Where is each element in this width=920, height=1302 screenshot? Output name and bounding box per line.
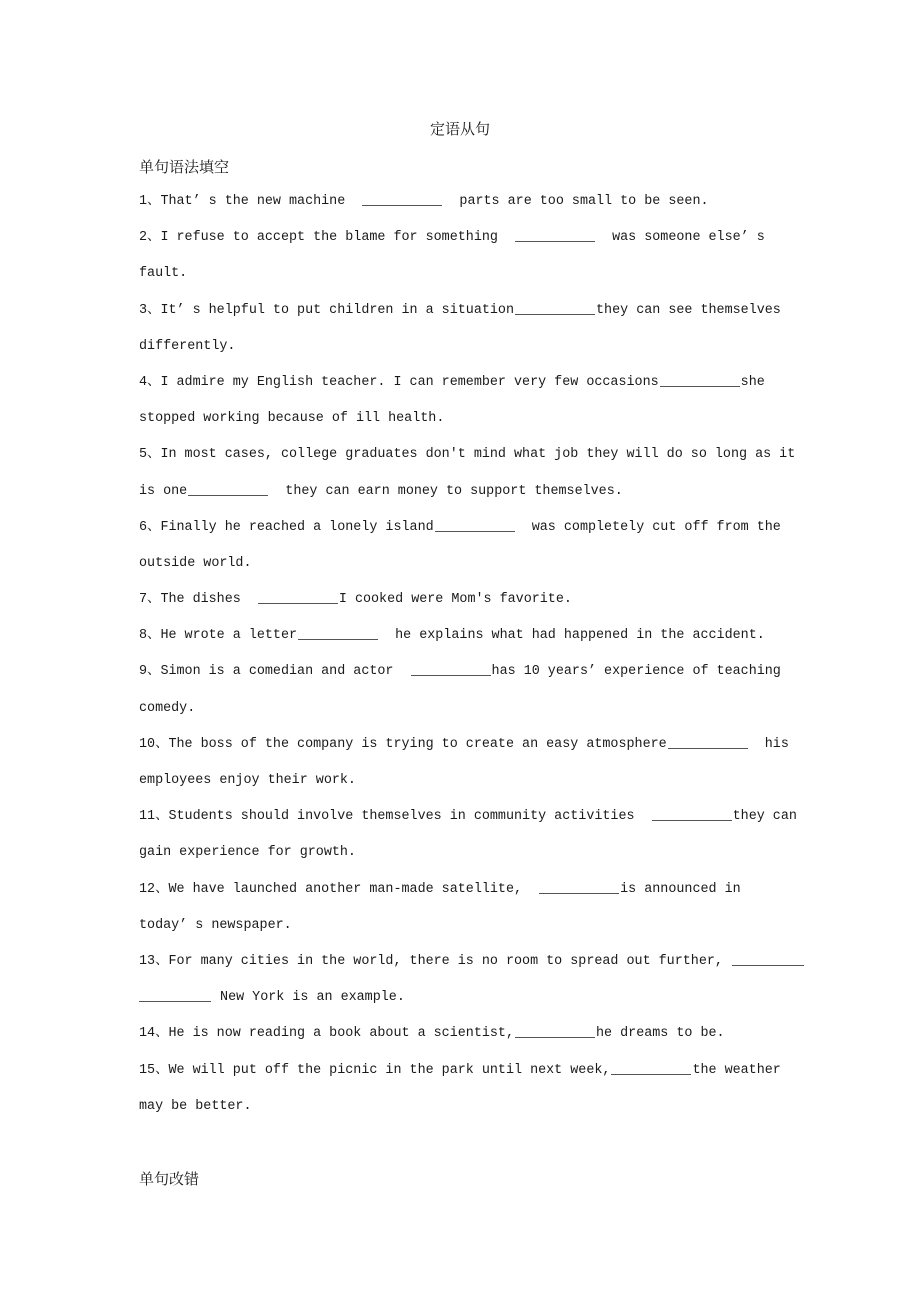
question-text: they can earn money to support themselves. <box>269 483 623 499</box>
question-number: 6、 <box>139 519 161 535</box>
question-text: Simon is a comedian and actor <box>160 664 410 680</box>
question-10-continued <box>139 771 819 807</box>
question-text: In most cases, college graduates don't mind what job they will do so long as it <box>160 447 796 463</box>
question-text: fault. <box>139 266 188 282</box>
question-text: they can see themselves <box>596 302 781 318</box>
question-4-continued <box>139 409 819 445</box>
question-text: is announced in <box>620 881 741 897</box>
question-number: 13、 <box>139 953 169 969</box>
question-10 <box>139 735 819 771</box>
question-11-continued <box>139 843 819 879</box>
question-9-continued <box>139 699 819 735</box>
question-text: differently. <box>139 338 236 354</box>
question-6 <box>139 518 819 554</box>
question-8 <box>139 626 819 662</box>
question-text: has 10 years’ experience of teaching <box>491 664 781 680</box>
question-text: stopped working because of ill health. <box>139 411 445 427</box>
question-text: We have launched another man-made satellite, <box>168 881 539 897</box>
question-text: It’ s helpful to put children in a situation <box>160 302 515 318</box>
question-text: Students should involve themselves in community activities <box>168 809 651 825</box>
question-text: parts are too small to be seen. <box>443 194 709 209</box>
answer-blank[interactable] <box>611 1073 691 1075</box>
question-text: I admire my English teacher. I can remember very few occasions <box>160 374 659 390</box>
answer-blank[interactable] <box>515 240 595 242</box>
question-12-continued <box>139 916 819 952</box>
question-text: outside world. <box>139 555 252 571</box>
question-number: 15、 <box>139 1062 169 1078</box>
question-text: they can <box>732 809 797 825</box>
question-number: 11、 <box>139 809 169 825</box>
question-text: That’ s the new machine <box>160 194 362 209</box>
answer-blank[interactable] <box>362 204 442 206</box>
answer-blank-continued[interactable] <box>139 1000 211 1002</box>
answer-blank[interactable] <box>515 313 595 315</box>
question-text: We will put off the picnic in the park until next week, <box>168 1062 611 1078</box>
question-text: today’ s newspaper. <box>139 917 292 933</box>
question-number: 1、 <box>139 194 161 209</box>
question-1 <box>139 192 819 228</box>
question-15-continued <box>139 1097 819 1133</box>
answer-blank[interactable] <box>435 530 515 532</box>
question-text: the weather <box>692 1062 781 1078</box>
question-number: 12、 <box>139 881 169 897</box>
question-text: I cooked were Mom's favorite. <box>338 592 572 608</box>
section-heading-error-correction: 单句改错 <box>139 1170 200 1188</box>
question-4 <box>139 373 819 409</box>
question-text: For many cities in the world, there is no room to spread out further, <box>168 953 731 969</box>
answer-blank[interactable] <box>258 602 338 604</box>
question-7 <box>139 590 819 626</box>
answer-blank[interactable] <box>732 964 804 966</box>
question-12 <box>139 880 819 916</box>
answer-blank[interactable] <box>411 674 491 676</box>
answer-blank[interactable] <box>668 747 748 749</box>
question-text: may be better. <box>139 1098 252 1114</box>
question-text: I refuse to accept the blame for something <box>160 230 515 246</box>
question-15 <box>139 1061 819 1097</box>
answer-blank[interactable] <box>298 638 378 640</box>
question-text: gain experience for growth. <box>139 845 356 861</box>
answer-blank[interactable] <box>515 1036 595 1038</box>
question-6-continued <box>139 554 819 590</box>
question-13 <box>139 952 819 988</box>
section-heading-grammar-fill: 单句语法填空 <box>139 158 230 176</box>
question-text: she <box>740 374 765 390</box>
answer-blank[interactable] <box>660 385 740 387</box>
question-3 <box>139 301 819 337</box>
question-13-continued <box>139 988 819 1024</box>
question-number: 8、 <box>139 628 161 644</box>
question-number: 3、 <box>139 302 161 318</box>
question-text: employees enjoy their work. <box>139 773 356 788</box>
question-text: he dreams to be. <box>596 1026 725 1042</box>
question-text: New York is an example. <box>212 990 405 1006</box>
answer-blank[interactable] <box>652 819 732 821</box>
question-number: 4、 <box>139 374 161 390</box>
question-text: was completely cut off from the <box>515 519 781 535</box>
answer-blank[interactable] <box>188 494 268 496</box>
document-title: 定语从句 <box>429 120 490 138</box>
question-text: He is now reading a book about a scientist, <box>168 1026 515 1042</box>
question-9 <box>139 662 819 698</box>
question-5 <box>139 445 819 481</box>
question-text: is one <box>139 483 188 499</box>
answer-blank[interactable] <box>539 892 619 894</box>
question-2 <box>139 228 819 264</box>
question-list <box>139 192 819 1133</box>
question-text: comedy. <box>139 700 196 716</box>
question-text: The dishes <box>160 592 257 608</box>
question-number: 5、 <box>139 447 161 463</box>
question-text: He wrote a letter <box>160 628 298 644</box>
question-text: was someone else’ s <box>596 230 765 246</box>
question-number: 2、 <box>139 230 161 246</box>
question-11 <box>139 807 819 843</box>
question-text: he explains what had happened in the accident. <box>379 628 765 644</box>
question-text: Finally he reached a lonely island <box>160 519 434 535</box>
question-14 <box>139 1024 819 1060</box>
question-5-continued <box>139 482 819 518</box>
question-2-continued <box>139 264 819 300</box>
question-text: The boss of the company is trying to create an easy atmosphere <box>168 736 667 752</box>
question-text: his <box>748 736 789 752</box>
question-number: 10、 <box>139 736 169 752</box>
question-number: 14、 <box>139 1026 169 1042</box>
question-3-continued <box>139 337 819 373</box>
question-number: 7、 <box>139 592 161 608</box>
question-number: 9、 <box>139 664 161 680</box>
